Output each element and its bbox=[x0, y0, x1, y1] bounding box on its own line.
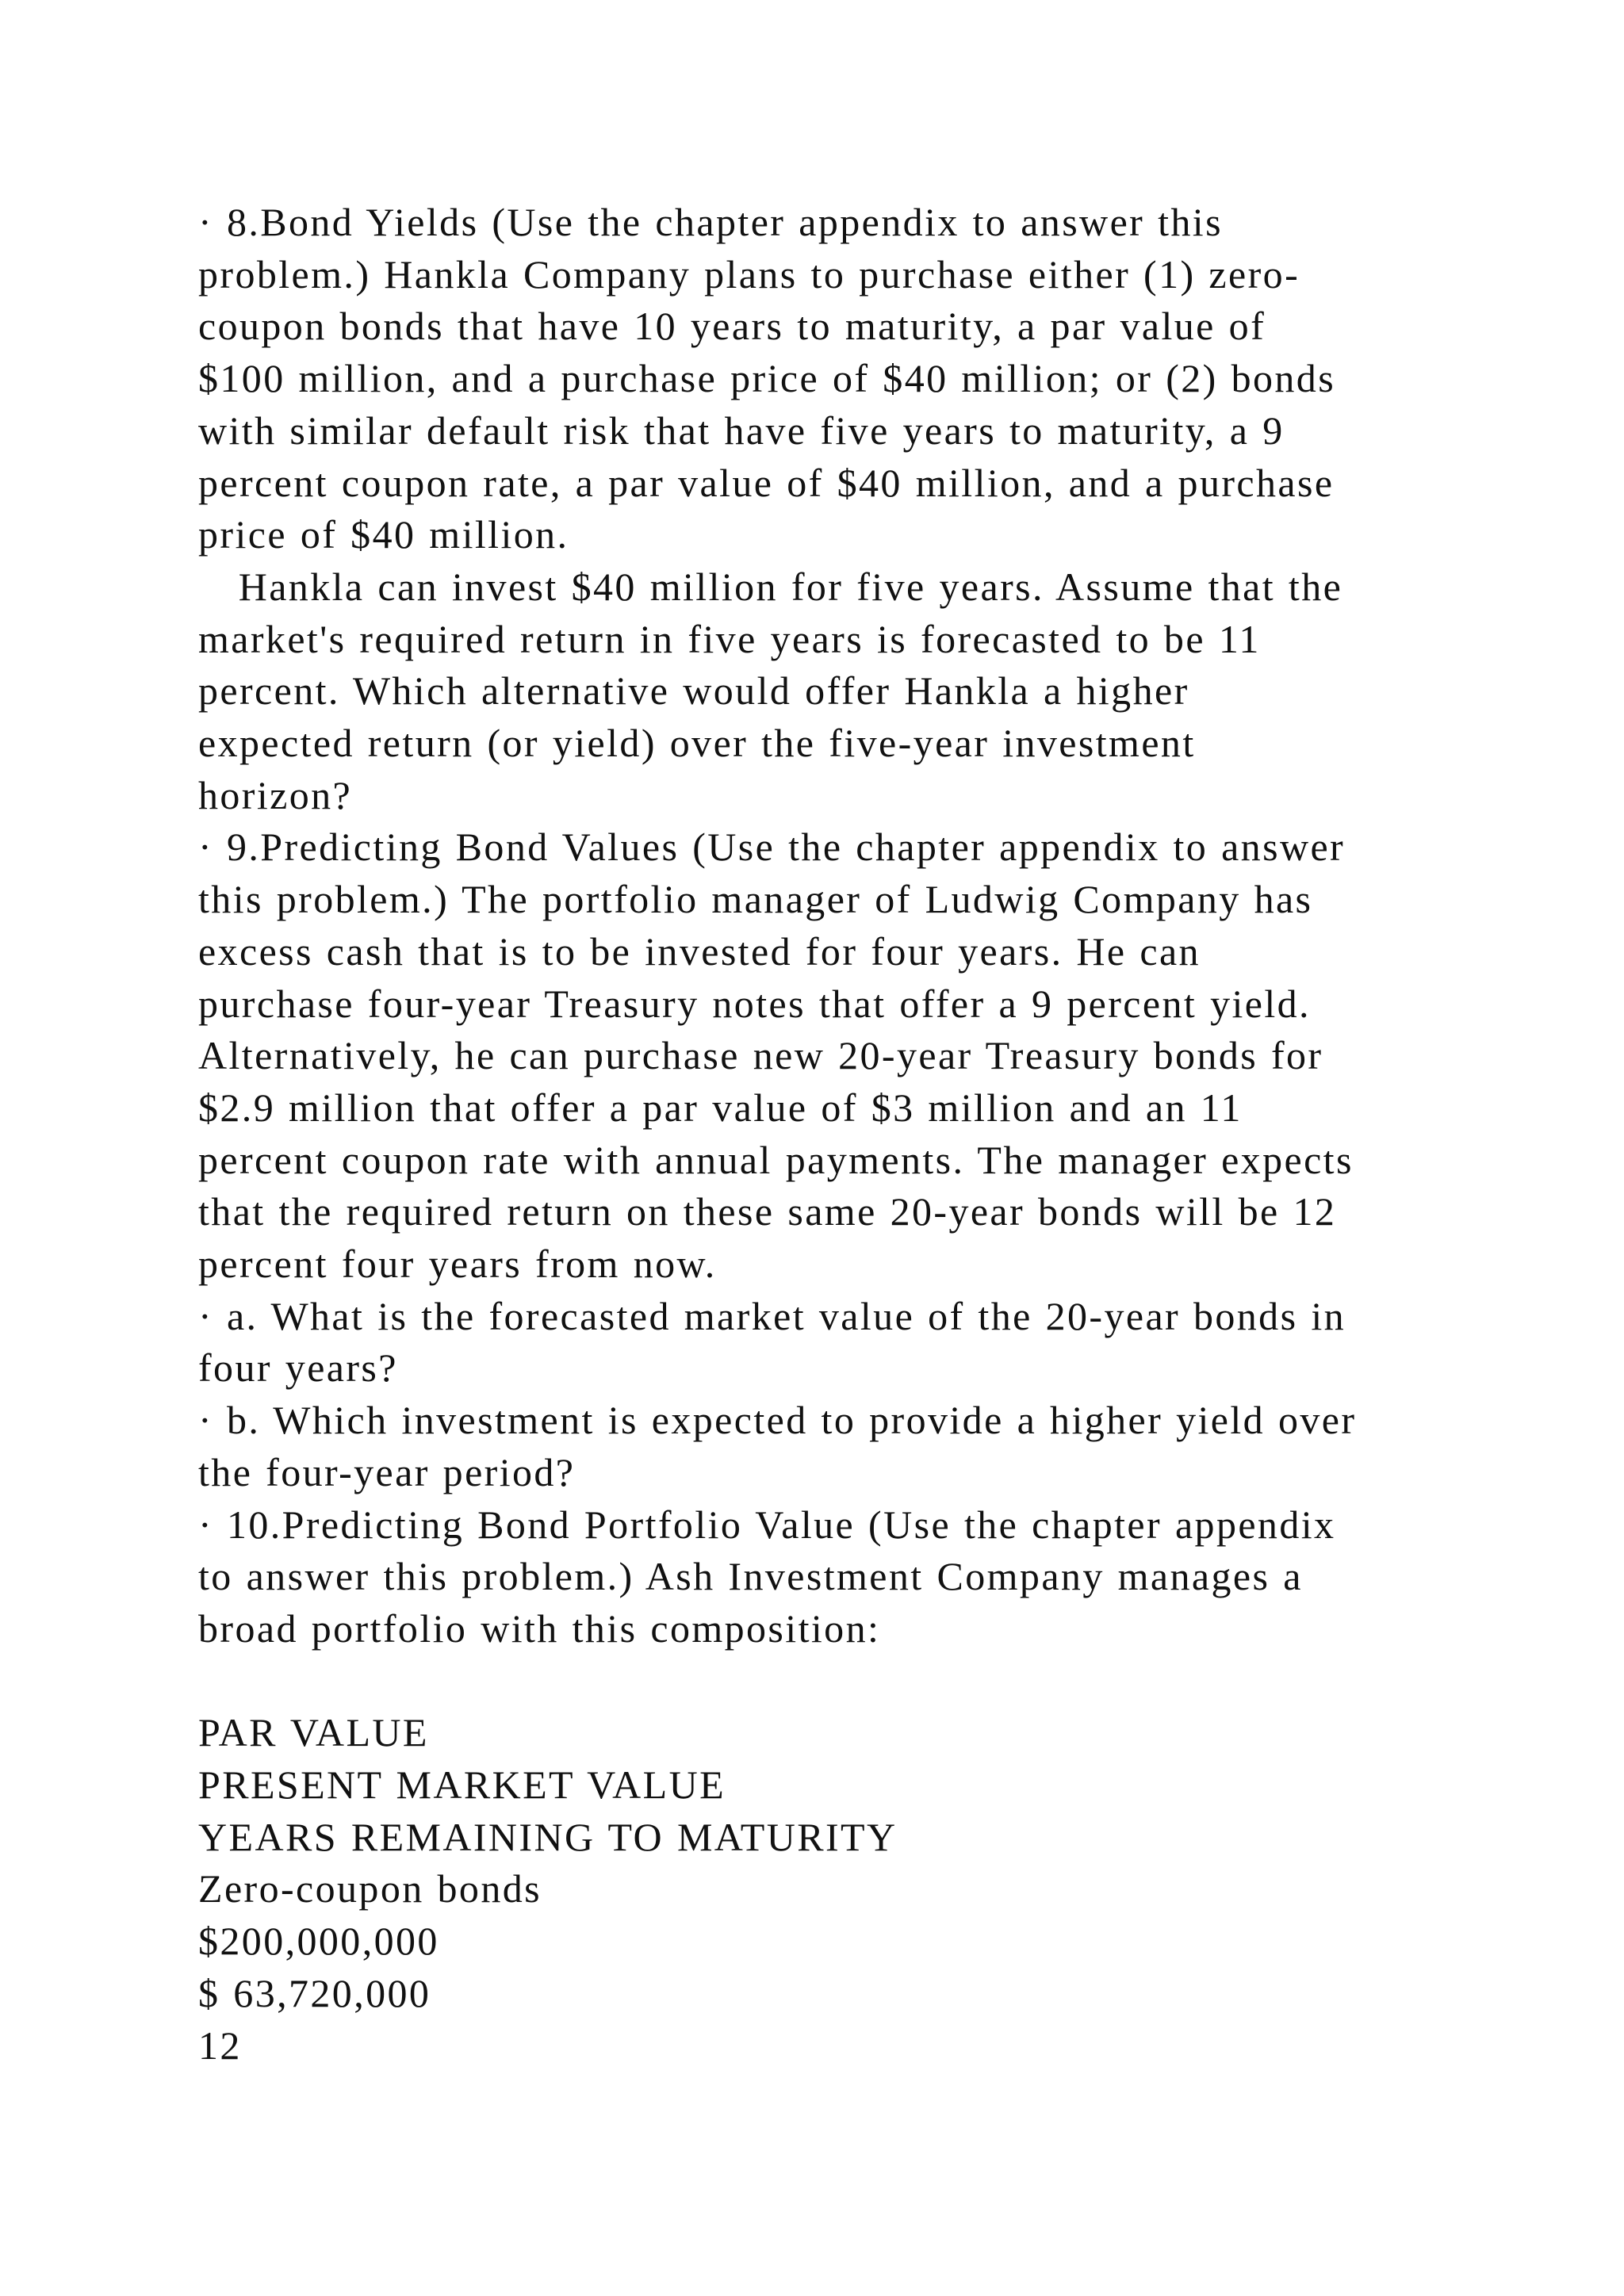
text-line: market's required return in five years is forecasted to be 11 bbox=[198, 616, 1261, 661]
text-line: percent four years from now. bbox=[198, 1242, 717, 1287]
table-header-par-value: PAR VALUE bbox=[198, 1710, 429, 1755]
blank-line bbox=[198, 1655, 1451, 1708]
text-line: · 10.Predicting Bond Portfolio Value (Use the chapter appendix bbox=[198, 1502, 1336, 1547]
text-line: excess cash that is to be invested for four years. He can bbox=[198, 928, 1201, 974]
table-header-years-remaining: YEARS REMAINING TO MATURITY bbox=[198, 1814, 898, 1859]
text-line: percent coupon rate, a par value of $40 million, and a purchase bbox=[198, 460, 1335, 505]
text-line: percent. Which alternative would offer Hankla a higher bbox=[198, 668, 1189, 714]
table-cell-par-value: $200,000,000 bbox=[198, 1919, 439, 1964]
text-line: four years? bbox=[198, 1345, 398, 1391]
text-line: with similar default risk that have five years to maturity, a 9 bbox=[198, 408, 1285, 453]
text-line: broad portfolio with this composition: bbox=[198, 1605, 881, 1651]
text-line: · 9.Predicting Bond Values (Use the chapter appendix to answer bbox=[198, 825, 1346, 870]
text-line: $100 million, and a purchase price of $40 million; or (2) bonds bbox=[198, 356, 1336, 401]
text-line: price of $40 million. bbox=[198, 512, 569, 557]
text-line: · a. What is the forecasted market value of the 20-year bonds in bbox=[198, 1293, 1346, 1338]
table-cell-market-value: $ 63,720,000 bbox=[198, 1970, 431, 2015]
text-line: that the required return on these same 20-year bonds will be 12 bbox=[198, 1189, 1337, 1234]
text-line: Hankla can invest $40 million for five years. Assume that the bbox=[198, 564, 1343, 609]
text-line: · 8.Bond Yields (Use the chapter appendix to answer this bbox=[198, 200, 1223, 244]
text-line: to answer this problem.) Ash Investment Company manages a bbox=[198, 1554, 1303, 1599]
text-line: the four-year period? bbox=[198, 1449, 576, 1494]
table-cell-years: 12 bbox=[198, 2022, 242, 2068]
text-line: this problem.) The portfolio manager of Ludwig Company has bbox=[198, 877, 1313, 922]
text-line: horizon? bbox=[198, 772, 353, 817]
table-header-present-market-value: PRESENT MARKET VALUE bbox=[198, 1762, 726, 1808]
text-line: problem.) Hankla Company plans to purchase either (1) zero- bbox=[198, 251, 1300, 297]
text-line: percent coupon rate with annual payments. The manager expects bbox=[198, 1137, 1354, 1182]
document-body bbox=[198, 197, 1451, 2072]
text-line: purchase four-year Treasury notes that offer a 9 percent yield. bbox=[198, 981, 1311, 1026]
text-line: Alternatively, he can purchase new 20-year Treasury bonds for bbox=[198, 1033, 1323, 1078]
text-line: · b. Which investment is expected to provide a higher yield over bbox=[198, 1398, 1357, 1443]
text-line: $2.9 million that offer a par value of $3 million and an 11 bbox=[198, 1085, 1243, 1130]
table-row-label: Zero-coupon bonds bbox=[198, 1866, 542, 1911]
text-line: coupon bonds that have 10 years to maturity, a par value of bbox=[198, 304, 1266, 349]
text-line: expected return (or yield) over the five-year investment bbox=[198, 721, 1196, 766]
